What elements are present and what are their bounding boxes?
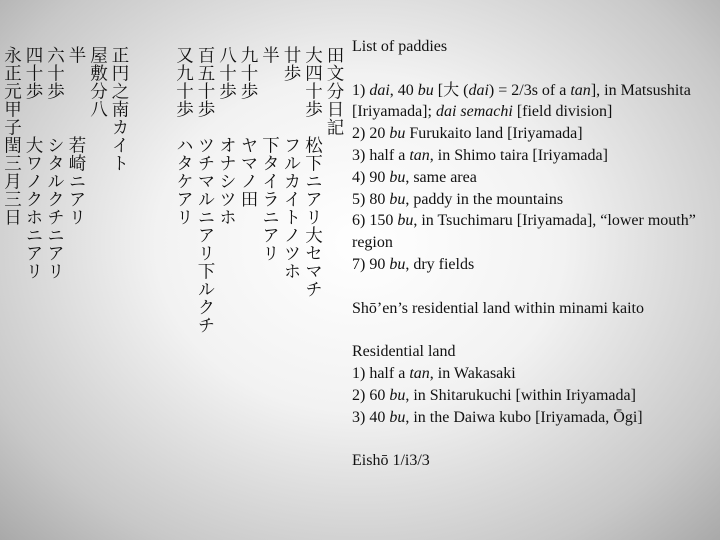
item-number: 5) [352,190,370,208]
item-number: 4) [352,168,370,186]
english-translation [352,36,712,472]
item-text: 90 [369,168,390,186]
italic-term: tan [570,81,591,99]
list-item [352,189,712,211]
item-number: 2) [352,125,370,143]
item-number: 3) [352,146,370,164]
italic-term: bu [389,190,406,208]
item-text: , same area [405,168,477,186]
list-item [352,145,712,167]
item-number: 6) [352,212,370,230]
item-text: , 40 [389,81,418,99]
item-text: half a [369,146,410,164]
item-number: 1) [352,81,370,99]
item-text: 90 [369,255,390,273]
italic-term: bu [397,212,414,230]
item-text: 20 [369,125,390,143]
list-item [352,167,712,189]
list-item [352,123,712,145]
italic-term: dai semachi [435,103,513,121]
italic-term: bu [389,386,406,404]
item-text: , in Shitarukuchi [within Iriyamada] [405,386,636,404]
document-date: Eishō 1/i3/3 [352,452,430,470]
item-text: ) = 2/3s of a [488,81,571,99]
italic-term: dai [468,81,489,99]
item-text: [field division] [512,103,613,121]
list-item [352,407,712,429]
italic-term: bu [389,408,406,426]
italic-term: bu [389,168,406,186]
italic-term: bu [417,81,434,99]
item-text: , in Wakasaki [429,364,516,382]
list-item [352,254,712,276]
item-text: Furukaito land [Iriyamada] [405,125,583,143]
item-number: 7) [352,255,370,273]
list-item [352,80,712,124]
residential-list [352,363,712,428]
item-text: , paddy in the mountains [405,190,564,208]
item-text: 40 [369,408,390,426]
item-text: half a [369,364,410,382]
italic-term: tan [409,364,430,382]
item-text: 150 [369,212,398,230]
japanese-vertical-document: 田文分日記 大四十歩 松下ニアリ大セマチ 廿歩 フルカイトノツホ 半 下タイラニアリ 九十歩 ヤマノ田 八十歩 オナシツホ 百五十歩 ツチマルニアリ下ルクチ 又九十歩 ハタケアリ 正円之南カイト 屋敷分八 半 若崎ニアリ 六十歩 シタルクチニアリ 四十歩 大ワノクホニアリ 永正元甲子閏三月三日 [1,46,344,334]
paddies-title: List of paddies [352,38,448,55]
item-number: 2) [352,386,370,404]
item-number: 1) [352,364,370,382]
item-text: , in Shimo taira [Iriyamada] [429,146,608,164]
italic-term: bu [389,125,406,143]
item-text: 60 [369,386,390,404]
residential-title: Residential land [352,343,456,361]
italic-term: dai [369,81,390,99]
item-text: ], in Matsushita [Iriyamada]; [352,81,691,121]
italic-term: bu [389,255,406,273]
list-item [352,385,712,407]
item-text: , in the Daiwa kubo [Iriyamada, Ōgi] [405,408,643,426]
item-text: 80 [369,190,390,208]
list-item [352,210,712,254]
item-text: , dry fields [405,255,475,273]
item-text: [大 ( [433,81,469,99]
paddy-list [352,80,712,276]
residential-heading-line: Shō’en’s residential land within minami kaito [352,299,644,317]
italic-term: tan [409,146,430,164]
item-text: , in Tsuchimaru [Iriyamada], “lower mouth” region [352,212,696,252]
item-number: 3) [352,408,370,426]
list-item [352,363,712,385]
